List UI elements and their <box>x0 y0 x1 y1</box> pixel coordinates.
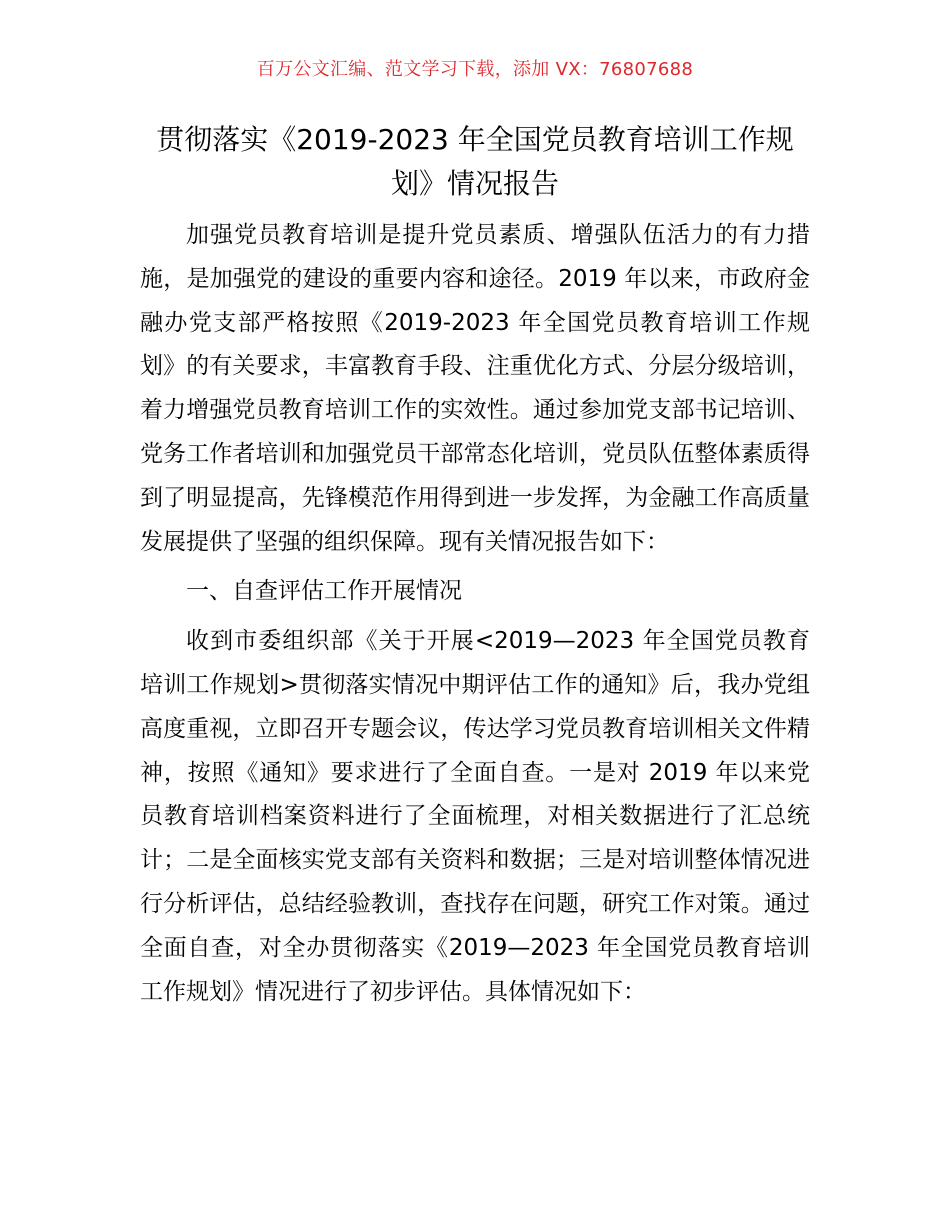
section-paragraph: 收到市委组织部《关于开展<2019—2023 年全国党员教育培训工作规划>贯彻落实情况中期评估工作的通知》后，我办党组高度重视，立即召开专题会议，传达学习党员教育培训相关文件精神，按照《通知》要求进行了全面自查。一是对 2019 年以来党员教育培训档案资料进行了全面梳理，对相关数据进行了汇总统计；二是全面核实党支部有关资料和数据；三是对培训整体情况进行分析评估，总结经验教训，查找存在问题，研究工作对策。通过全面自查，对全办贯彻落实《2019—2023 年全国党员教育培训工作规划》情况进行了初步评估。具体情况如下： <box>140 628 810 1005</box>
intro-paragraph: 加强党员教育培训是提升党员素质、增强队伍活力的有力措施，是加强党的建设的重要内容和途径。2019 年以来，市政府金融办党支部严格按照《2019-2023 年全国党员教育培训工作规划》的有关要求，丰富教育手段、注重优化方式、分层分级培训，着力增强党员教育培训工作的实效性。通过参加党支部书记培训、党务工作者培训和加强党员干部常态化培训，党员队伍整体素质得到了明显提高，先锋模范作用得到进一步发挥，为金融工作高质量发展提供了坚强的组织保障。现有关情况报告如下： <box>140 222 810 555</box>
document-body <box>140 214 810 1014</box>
watermark-header: 百万公文汇编、范文学习下载，添加 VX：76807688 <box>256 59 694 80</box>
section-heading: 一、自查评估工作开展情况 <box>186 578 462 605</box>
document-title: 贯彻落实《2019-2023 年全国党员教育培训工作规划》情况报告 <box>156 123 794 200</box>
